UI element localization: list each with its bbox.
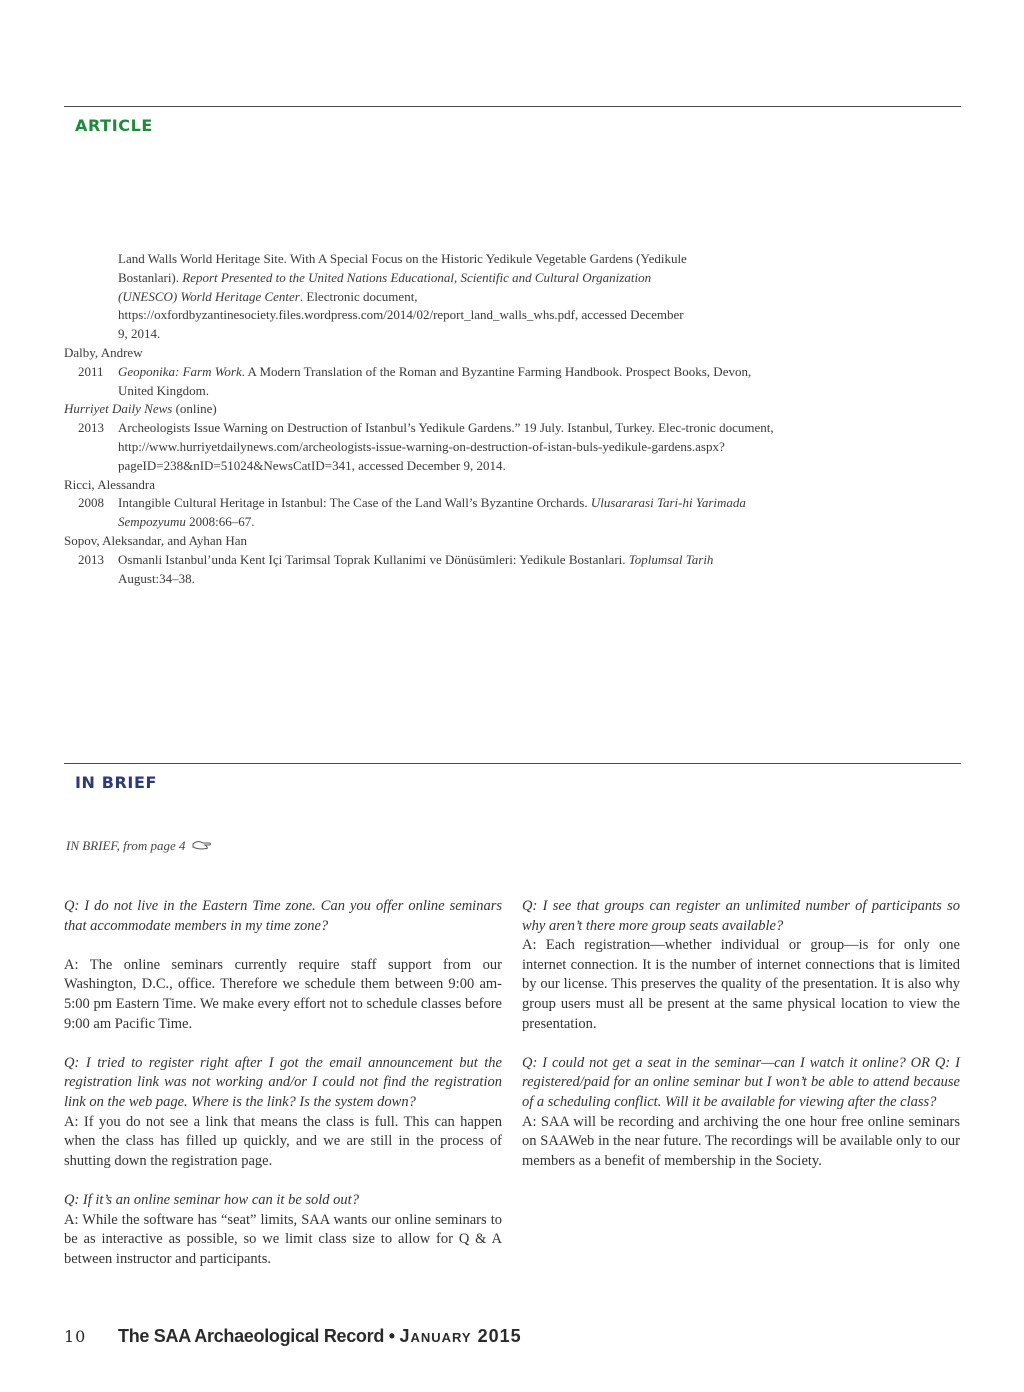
issue-date: January 2015 bbox=[399, 1326, 522, 1346]
journal-title: The SAA Archaeological Record bbox=[118, 1326, 385, 1346]
inbrief-left-column bbox=[64, 897, 502, 1289]
answer: A: Each registration—whether individual or group—is for only one internet connection. It is the number of internet connections that is limited by our license. This preserves the quality of the presentation. It is also why group users must all be present at the same physical location to view the presentation. bbox=[522, 937, 960, 1032]
article-top-rule bbox=[64, 106, 961, 107]
reference-author bbox=[64, 400, 774, 419]
inbrief-from-page: IN BRIEF, from page 4 bbox=[66, 838, 186, 853]
reference-italic-title: (UNESCO) World Heritage Center bbox=[118, 288, 300, 304]
reference-continuation-line: Land Walls World Heritage Site. With A Special Focus on the Historic Yedikule Vegetable Gardens (Yedikule bbox=[118, 251, 687, 266]
reference-year: 2008 bbox=[78, 495, 104, 511]
footer-separator: • bbox=[384, 1326, 400, 1346]
reference-text: . A Modern Translation of the Roman and Byzantine Farming Handbook. Prospect Books, Devon, United Kingdom. bbox=[118, 363, 752, 398]
reference-author: Sopov, Aleksandar, and Ayhan Han bbox=[64, 532, 248, 548]
answer: A: If you do not see a link that means the class is full. This can happen when the class has filled up quickly, and we are still in the process of shutting down the registration page. bbox=[64, 1113, 502, 1169]
answer: A: SAA will be recording and archiving the one hour free online seminars on SAAWeb in the near future. The recordings will be available only to our members as a benefit of membership in the Society. bbox=[522, 1113, 960, 1169]
reference-body: Archeologists Issue Warning on Destruction of Istanbul’s Yedikule Gardens.” 19 July. Istanbul, Turkey. Elec-tronic document, http://www.hurriyetdailynews.com/archeologists-issue-warning-on-destruction-of-istan-buls-yedikule-gardens.aspx?pageID=238&nID=51024&NewsCatID=341, accessed December 9, 2014. bbox=[118, 420, 774, 473]
reference-author-rest: (online) bbox=[172, 401, 217, 417]
reference-author: Ricci, Alessandra bbox=[64, 476, 155, 492]
reference-italic-title: Ulusararasi Tari-hi Yarimada Sempozyumu bbox=[118, 495, 746, 530]
reference-body bbox=[118, 494, 774, 532]
qa-item bbox=[522, 1054, 960, 1172]
inbrief-right-column bbox=[522, 897, 960, 1191]
inbrief-heading: IN BRIEF bbox=[75, 773, 158, 792]
reference-entry bbox=[64, 551, 774, 589]
answer: A: The online seminars currently require staff support from our Washington, D.C., office. Therefore we schedule them between 9:00 am-5:00 pm Eastern Time. We make every effort not to schedule classes before 9:00 am Pacific Time. bbox=[64, 956, 502, 1032]
reference-text: Osmanli Istanbul’unda Kent Içi Tarimsal Toprak Kullanimi ve Dönüsümleri: Yedikule Bostanlari. bbox=[118, 551, 629, 567]
reference-continuation-line: 9, 2014. bbox=[118, 326, 161, 342]
reference-year: 2011 bbox=[78, 363, 104, 379]
reference-body bbox=[118, 551, 774, 589]
reference-text: Intangible Cultural Heritage in Istanbul: The Case of the Land Wall’s Byzantine Orchards. bbox=[118, 495, 591, 511]
question: Q: I do not live in the Eastern Time zone. Can you offer online seminars that accommodate members in my time zone? bbox=[64, 898, 502, 934]
reference-year: 2013 bbox=[78, 551, 104, 567]
inbrief-continuation bbox=[66, 838, 212, 854]
reference-text: 2008:66–67. bbox=[185, 514, 255, 530]
reference-continuation bbox=[64, 250, 774, 344]
reference-url[interactable]: https://oxfordbyzantinesociety.files.wordpress.com/2014/02/report_land_walls_whs.pdf, accessed December bbox=[118, 307, 684, 323]
reference-continuation-line: . Electronic document, bbox=[299, 288, 418, 304]
reference-entry bbox=[64, 419, 774, 475]
reference-author-italic: Hurriyet Daily News bbox=[64, 401, 173, 417]
qa-item bbox=[64, 1054, 502, 1172]
reference-entry bbox=[64, 494, 774, 532]
reference-italic-title: Toplumsal Tarih bbox=[628, 551, 714, 567]
question: Q: I could not get a seat in the seminar—can I watch it online? OR Q: I registered/paid for an online seminar but I won’t be able to attend because of a scheduling conflict. Will it be available for viewing after the class? bbox=[522, 1054, 960, 1110]
question: Q: If it’s an online seminar how can it be sold out? bbox=[64, 1191, 359, 1208]
reference-entry bbox=[64, 363, 774, 401]
reference-author: Dalby, Andrew bbox=[64, 344, 143, 360]
qa-item bbox=[522, 897, 960, 1034]
reference-italic-title: Geoponika: Farm Work bbox=[118, 363, 242, 379]
reference-text: August:34–38. bbox=[118, 570, 195, 586]
reference-body bbox=[118, 363, 774, 401]
answer: A: While the software has “seat” limits, SAA wants our online seminars to be as interactive as possible, so we limit class size to allow for Q & A between instructor and participants. bbox=[64, 1211, 502, 1267]
page-footer bbox=[64, 1326, 522, 1347]
reference-year: 2013 bbox=[78, 420, 104, 436]
page-number: 10 bbox=[64, 1327, 87, 1346]
qa-item bbox=[64, 1191, 502, 1269]
article-heading: ARTICLE bbox=[75, 116, 153, 135]
continued-hand-icon bbox=[192, 839, 212, 851]
reference-italic-title: Report Presented to the United Nations Educational, Scientific and Cultural Organization bbox=[182, 269, 652, 285]
question: Q: I tried to register right after I got the email announcement but the registration link was not working and/or I could not find the registration link on the web page. Where is the link? Is the system down? bbox=[64, 1054, 502, 1110]
qa-spacer bbox=[64, 936, 502, 956]
qa-item bbox=[64, 897, 502, 1034]
question: Q: I see that groups can register an unlimited number of participants so why aren’t there more group seats available? bbox=[522, 898, 960, 934]
inbrief-top-rule bbox=[64, 763, 961, 764]
reference-continuation-line: Bostanlari). bbox=[118, 269, 183, 285]
references-list bbox=[64, 250, 774, 588]
